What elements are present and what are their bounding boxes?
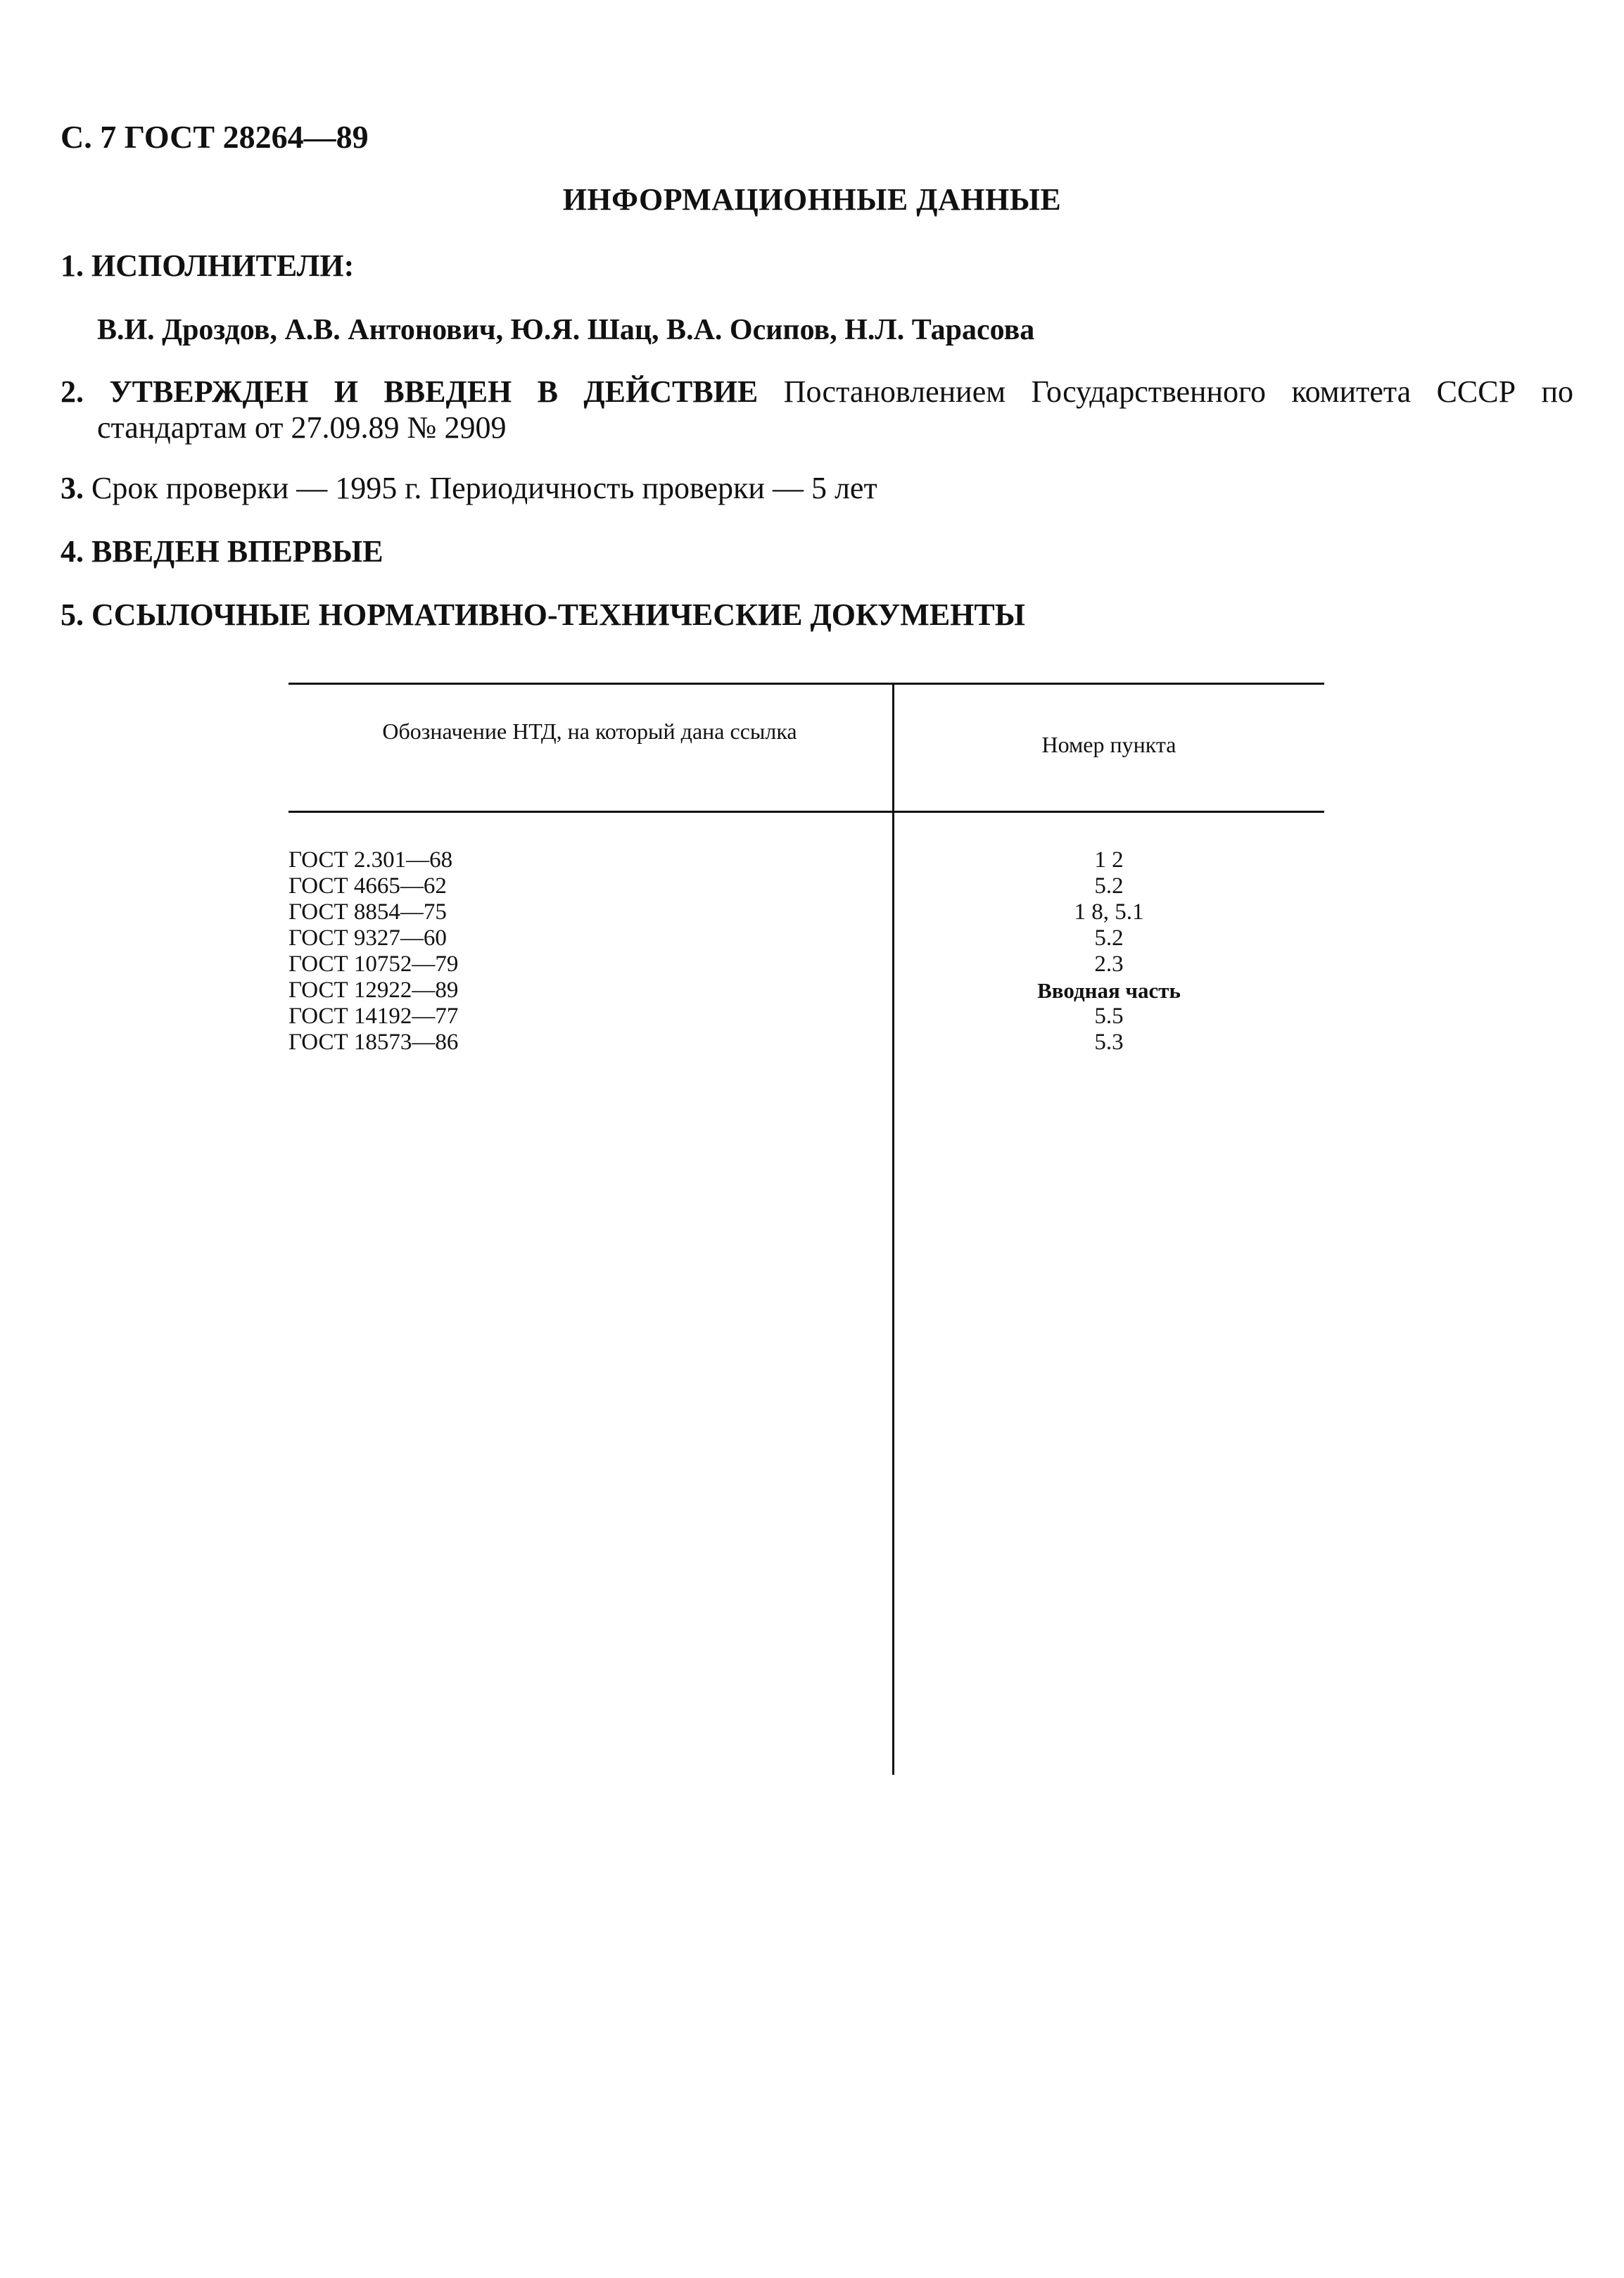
table-cell-clause: 2.3	[1094, 951, 1124, 977]
item-5	[61, 597, 1025, 633]
table-cell-document: ГОСТ 9327—60	[288, 925, 447, 951]
table-cell-clause: 5.2	[1094, 925, 1124, 951]
table-cell-document: ГОСТ 2.301—68	[288, 847, 453, 873]
item-2	[61, 374, 1573, 410]
table-column-divider	[892, 683, 894, 1775]
table-cell-clause: 5.5	[1094, 1004, 1124, 1029]
item-4	[61, 533, 383, 570]
item-5-label: ССЫЛОЧНЫЕ НОРМАТИВНО-ТЕХНИЧЕСКИЕ ДОКУМЕНТЫ	[91, 597, 1025, 632]
item-2-text: Постановлением Государственного комитета СССР по	[783, 374, 1574, 409]
item-3-number: 3.	[61, 471, 84, 505]
table-cell-clause: Вводная часть	[1037, 978, 1181, 1003]
table-cell-document: ГОСТ 12922—89	[288, 977, 459, 1003]
table-column-clauses	[894, 847, 1324, 1056]
item-2-label: УТВЕРЖДЕН И ВВЕДЕН В ДЕЙСТВИЕ	[109, 374, 759, 409]
table-cell-document: ГОСТ 4665—62	[288, 873, 447, 899]
table-cell-clause: 1 8, 5.1	[1074, 899, 1144, 925]
item-3	[61, 470, 877, 507]
table-cell-document: ГОСТ 14192—77	[288, 1004, 459, 1029]
item-3-label: Срок проверки — 1995 г. Периодичность проверки — 5 лет	[91, 471, 877, 505]
authors-list: В.И. Дроздов, А.В. Антонович, Ю.Я. Шац, В.А. Осипов, Н.Л. Тарасова	[97, 314, 1035, 346]
page-header: С. 7 ГОСТ 28264—89	[61, 119, 369, 155]
item-1	[61, 248, 354, 284]
table-cell-clause: 1 2	[1094, 847, 1124, 873]
table-header-document: Обозначение НТД, на который дана ссылка	[382, 719, 797, 744]
table-cell-document: ГОСТ 18573—86	[288, 1030, 459, 1055]
table-cell-clause: 5.3	[1094, 1030, 1124, 1055]
section-title: ИНФОРМАЦИОННЫЕ ДАННЫЕ	[562, 182, 1062, 217]
item-1-number: 1.	[61, 248, 84, 283]
item-5-number: 5.	[61, 597, 84, 632]
item-1-label: ИСПОЛНИТЕЛИ:	[91, 248, 355, 283]
table-top-rule	[288, 683, 1324, 685]
table-header-clause: Номер пункта	[1041, 732, 1176, 757]
table-cell-document: ГОСТ 10752—79	[288, 951, 459, 977]
item-2-text-line2: стандартам от 27.09.89 № 2909	[97, 410, 507, 445]
table-cell-document: ГОСТ 8854—75	[288, 899, 447, 925]
item-4-label: ВВЕДЕН ВПЕРВЫЕ	[91, 534, 383, 569]
item-4-number: 4.	[61, 534, 84, 569]
table-column-documents	[288, 847, 458, 1056]
item-2-number: 2.	[61, 374, 84, 409]
table-cell-clause: 5.2	[1094, 873, 1124, 899]
table-header-rule	[288, 811, 1324, 813]
